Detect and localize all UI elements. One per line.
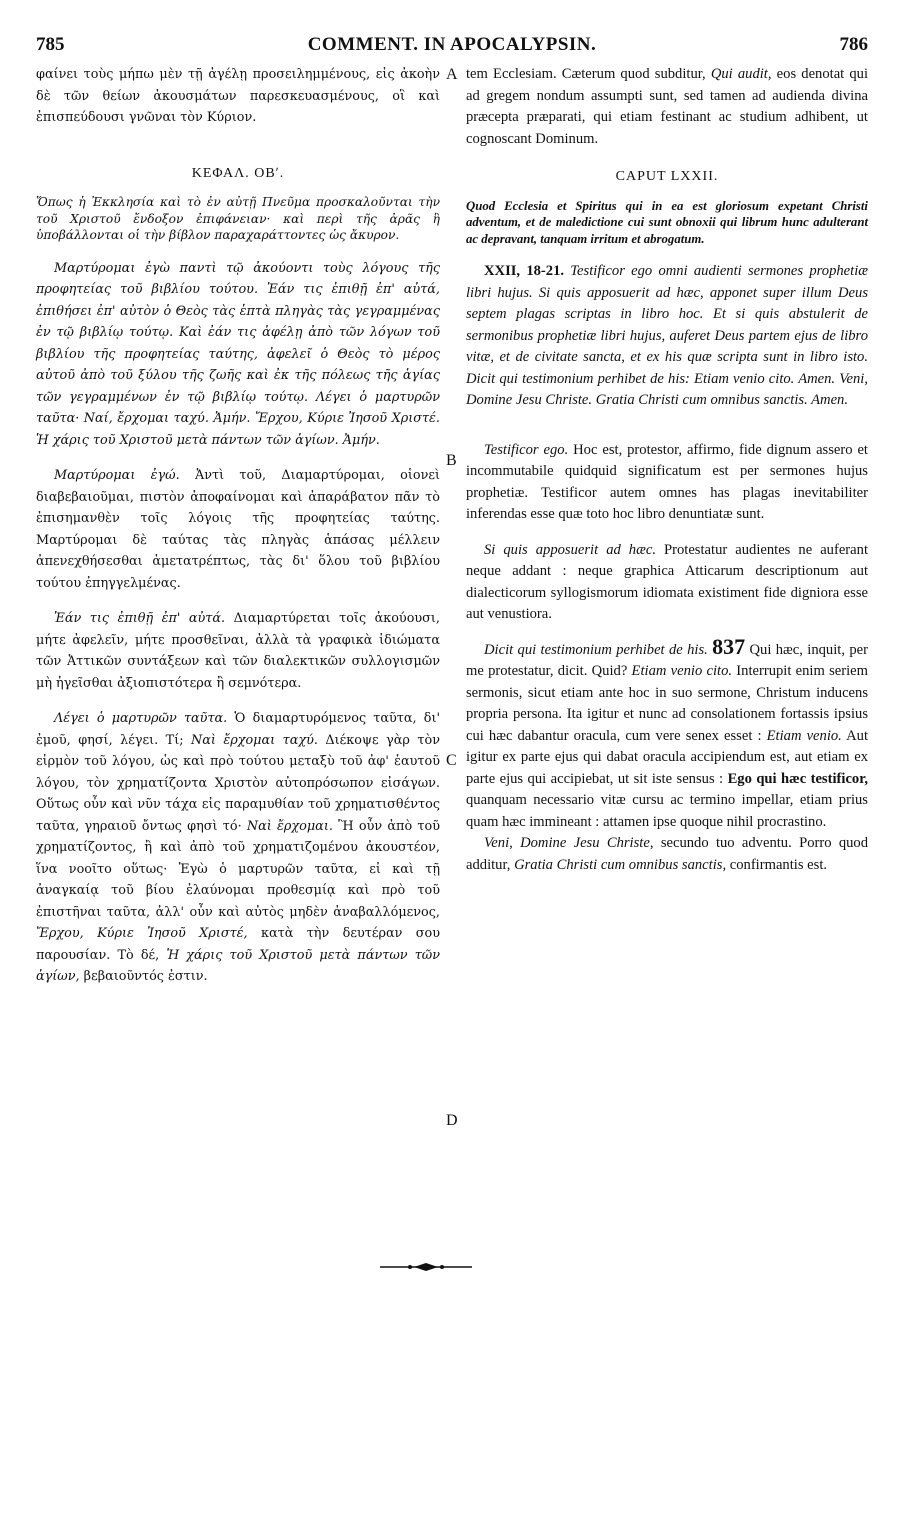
latin-intro: [466, 64, 868, 150]
greek-chapter-summary: Ὅπως ἡ Ἐκκλησία καὶ τὸ ἐν αὐτῇ Πνεῦμα προσκαλοῦνται τὴν τοῦ Χριστοῦ ἔνδοξον ἐπιφάνειαν· καὶ περὶ τῆς ἀρᾶς ἣ ὑποβάλλονται οἱ τὴν βίβλον παραχαράττοντες ὡς ἄκυρον.: [36, 195, 440, 242]
running-title: COMMENT. IN APOCALYPSIN.: [307, 34, 597, 55]
greek-commentary-1: [36, 465, 440, 594]
greek-lemma: Μαρτύρομαι ἐγώ.: [54, 468, 180, 483]
latin-commentary-1: [466, 440, 868, 526]
greek-lemma: Ναὶ ἔρχομαι.: [246, 818, 333, 834]
end-ornament: [380, 1262, 472, 1272]
greek-lemma: Ἡ χάρις τοῦ Χριστοῦ μετὰ πάντων τῶν ἁγίων,: [36, 947, 441, 984]
latin-commentary-3: [466, 633, 869, 834]
margin-letter-a: A: [446, 66, 458, 83]
latin-text: tem Ecclesiam. Cæterum quod subditur,: [466, 66, 706, 82]
page-number-left: 785: [36, 34, 65, 55]
latin-lemma: Si quis apposuerit ad hæc.: [484, 541, 656, 558]
greek-commentary-3: [36, 708, 440, 988]
latin-lemma: Qui audit,: [710, 66, 772, 82]
latin-chapter-summary: Quod Ecclesia et Spiritus qui in ea est gloriosum expetant Christi adventum, et de maledictione cui sunt obnoxii qui librum hunc adulterant ac depravant, tanquam irritum et abrogatum.: [466, 198, 868, 246]
latin-comment-text: quanquam necessario vitæ cursu ac termino impellar, etiam prius quam hæc immineant : attamen ipse quoque nihil procrastino.: [466, 792, 868, 830]
latin-lemma: Etiam venio.: [766, 727, 842, 744]
margin-letter-d: D: [446, 1112, 458, 1129]
latin-bold-phrase: Ego qui hæc testificor,: [727, 770, 869, 787]
column-number: 837: [712, 633, 746, 659]
greek-lemma: Ἐάν τις ἐπιθῇ ἐπ' αὐτά.: [54, 611, 226, 626]
greek-comment-text: Διαμαρτύρεται τοῖς ἀκούουσι, μήτε ἀφελεῖν, μήτε προσθεῖναι, ἀλλὰ τὰ γραφικὰ ἰδιώματα τῶν Ἀττικῶν συντάξεων καὶ τῶν διαλεκτικῶν συλλογισμῶν μὴ ἡγεῖσθαι ἀξιοπιστότερα ἢ σεμνότερα.: [36, 611, 440, 691]
greek-intro: φαίνει τοὺς μήπω μὲν τῇ ἀγέλῃ προσειλημμένους, εἰς ἀκοὴν δὲ τῶν θείων ἀκουσμάτων παρεσκευασμένους, οἳ καὶ ἐπισπεύδουσι γνῶναι τὸν Κύριον.: [36, 67, 440, 125]
greek-comment-text: βεβαιοῦντός ἐστιν.: [83, 969, 208, 984]
latin-commentary-2: [466, 540, 868, 626]
latin-scripture-text: Testificor ego omni audienti sermones prophetiæ libri hujus. Si quis apposuerit ad hæc, apponet super illum Deus septem plagas scriptas in libro hoc. Et si quis abstulerit de sermonibus prophetiæ libri hujus, auferet Deus partem ejus de libro vitæ, et de civitate sancta, et ex his quæ scripta sunt in libro isto. Dicit qui testimonium perhibet de his: Etiam venio cito. Amen. Veni, Domine Jesu Christe. Gratia Christi cum omnibus sanctis. Amen.: [466, 263, 868, 408]
margin-letter-c: C: [446, 752, 457, 769]
greek-column: [36, 64, 440, 988]
latin-comment-text: secundo tuo adventu. Porro quod additur,: [466, 835, 869, 873]
latin-lemma: Veni, Domine Jesu Christe,: [484, 835, 654, 851]
latin-chapter-heading: CAPUT LXXII.: [615, 169, 719, 184]
greek-comment-text: Ἀντὶ τοῦ, Διαμαρτύρομαι, οἱονεὶ διαβεβαιοῦμαι, πιστὸν ἀποφαίνομαι καὶ ἀπαράβατον πᾶν τὸ ἐπισημανθὲν τοῖς λόγοις τῆς προφητείας ταύτης. Μαρτύρομαι δὲ ταύτας τὰς πληγὰς ἁπάσας μέλλειν ἀπενεχθήσεσθαι ἀμετατρέπτως, τὰς δι' ὅλου τοῦ βιβλίου τούτου ἐπηγγελμένας.: [36, 468, 440, 591]
greek-lemma: Ἔρχου, Κύριε Ἰησοῦ Χριστέ,: [36, 926, 248, 941]
greek-commentary-2: [36, 608, 440, 694]
greek-comment-text: Διέκοψε γὰρ τὸν εἱρμὸν τοῦ λόγου, ὡς καὶ πρὸ τούτου μεταξὺ τοῦ ἀφ' ἑαυτοῦ λόγου, τὸν χρηματίζοντα Χριστὸν αὐτοπρόσωπον εἰσάγων. Οὕτως οὖν καὶ νῦν τάχα εἰς παραμυθίαν τοῦ χρηματισθέντος ταῦτα, γηραιοῦ ὄντως φησὶ τό·: [36, 732, 440, 834]
page-number-right: 786: [839, 34, 868, 55]
greek-comment-text: κατὰ τὴν δευτέραν σου παρουσίαν. Τὸ δέ,: [36, 926, 441, 963]
latin-lemma: Gratia Christi cum omnibus sanctis,: [514, 856, 727, 873]
greek-scripture: Μαρτύρομαι ἐγὼ παντὶ τῷ ἀκούοντι τοὺς λόγους τῆς προφητείας τοῦ βιβλίου τούτου. Ἐάν τις ἐπιθῇ ἐπ' αὐτά, ἐπιθήσει ἐπ' αὐτὸν ὁ Θεὸς τὰς ἑπτὰ πληγὰς τὰς γεγραμμένας ἐν τῷ βιβλίῳ τούτῳ. Καὶ ἐάν τις ἀφέλῃ ἀπὸ τῶν λόγων τοῦ βιβλίου τῆς προφητείας ταύτης, ἀφελεῖ ὁ Θεὸς τὸ μέρος αὐτοῦ ἀπὸ τοῦ ξύλου τῆς ζωῆς καὶ ἐκ τῆς πόλεως τῆς ἁγίας τῶν γεγραμμένων ἐν τῷ βιβλίῳ τούτῳ. Λέγει ὁ μαρτυρῶν ταῦτα· Ναί, ἔρχομαι ταχύ. Ἀμήν. Ἔρχου, Κύριε Ἰησοῦ Χριστέ. Ἡ χάρις τοῦ Χριστοῦ μετὰ πάντων τῶν ἁγίων. Ἀμήν.: [36, 260, 440, 448]
latin-comment-text: Interrupit enim seriem sermonis, sicut etiam ante hoc in suo sermone, Christum inducens propria persona. Ita igitur et nunc ad consolationem fortassis ipsius cui hæc dabantur oracula, cum vere senex esset :: [466, 663, 868, 744]
margin-letter-b: B: [446, 452, 457, 469]
latin-lemma: Testificor ego.: [484, 441, 569, 458]
latin-column: [466, 64, 868, 876]
latin-commentary-4: [466, 833, 868, 876]
latin-comment-text: Aut igitur ex parte ejus qui dabat oracula accipiendum est, aut etiam ex parte ejus qui accipiebat, ut sit iste sensus :: [466, 727, 869, 787]
latin-comment-text: Hoc est, protestor, affirmo, fide dignum assero et incommutabile quidquid significatum est per sermones hujus prophetiæ. Testificor autem omnes has plagas inevitabiliter inferendas esse quæ toto hoc libro denuntiatæ sunt.: [466, 441, 868, 522]
greek-chapter-heading: ΚΕΦΑΛ. ΟΒʹ.: [191, 165, 285, 181]
latin-comment-text: confirmantis est.: [729, 856, 828, 873]
page-header: [36, 28, 868, 60]
latin-lemma: Dicit qui testimonium perhibet de his.: [484, 641, 708, 658]
scripture-reference: XXII, 18-21.: [484, 263, 565, 279]
greek-lemma: Ναὶ ἔρχομαι ταχύ.: [191, 732, 318, 748]
latin-comment-text: Protestatur audientes ne auferant neque addant : neque graphica Atticarum descriptionum aut dialecticorum syllogismorum idiomata existiment fide digniora esse aut venustiora.: [466, 541, 868, 622]
greek-comment-text: Ἢ οὖν ἀπὸ τοῦ χρηματίζοντος, ἢ καὶ ἀπὸ τοῦ χρηματιζομένου ἀκουστέον, ἵνα νοοῖτο οὕτως· Ἐγὼ ὁ μαρτυρῶν ταῦτα, εἰ καὶ τῇ ἀναγκαίᾳ τοῦ βίου ἐλαύνομαι προθεσμίᾳ καὶ πρὸ τοῦ ἐπιστῆναι ταῦτα, ἀλλ' οὖν καὶ αὐτὸς μηδὲν ἀναβαλλόμενος,: [36, 818, 440, 920]
latin-scripture: [466, 261, 868, 412]
latin-text: eos denotat qui ad gregem nondum assumpti sunt, sed tamen ad audienda divina præcepta præparati, qui etiam festinant ac studium adhibent, ut cognoscant Dominum.: [466, 66, 869, 147]
greek-lemma: Λέγει ὁ μαρτυρῶν ταῦτα.: [54, 711, 228, 726]
latin-comment-text: Qui hæc, inquit, per me protestatur, dicit. Quid?: [466, 641, 868, 679]
latin-lemma: Etiam venio cito.: [631, 663, 733, 679]
greek-comment-text: Ὁ διαμαρτυρόμενος ταῦτα, δι' ἐμοῦ, φησί, λέγει. Τί;: [36, 711, 440, 748]
